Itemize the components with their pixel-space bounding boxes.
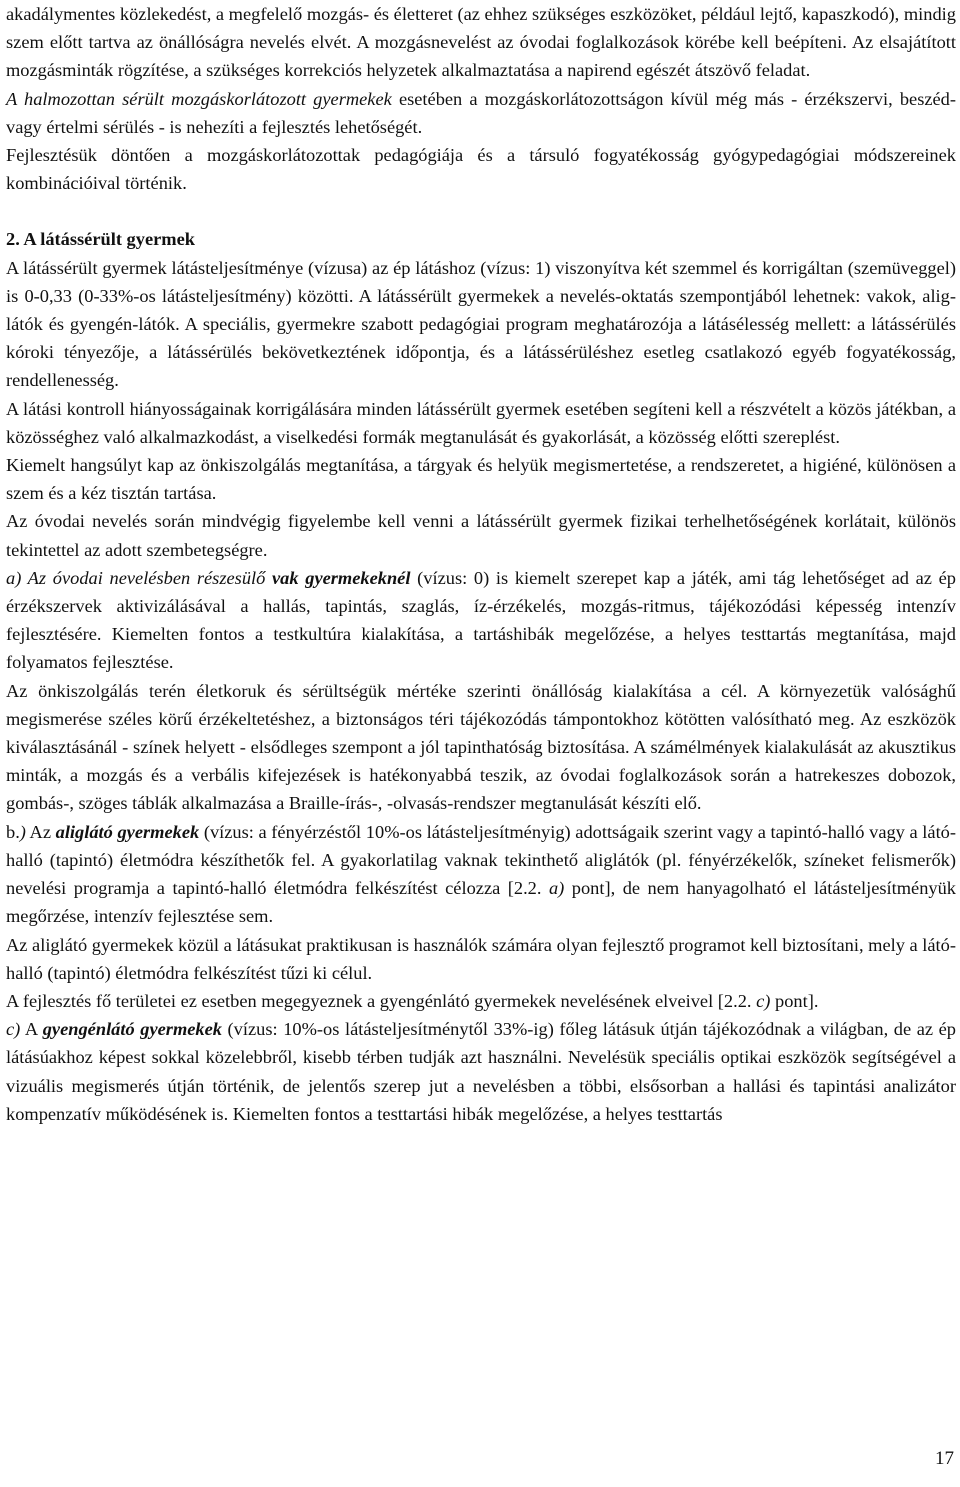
paragraph-text: A látási kontroll hiányosságainak korrigálására minden látássérült gyermek esetében segíteni kell a részvételt a közös játékban, a közösséghez való alkalmazkodást, a viselkedési formák megtanulását és gyakorlását, a közösség előtti szereplést.	[6, 398, 956, 447]
paragraph-text: pont], de nem hanyagolható el látásteljesítményük megőrzése, intenzív fejlesztése sem.	[6, 878, 956, 927]
paragraph-text: A látássérült gyermek látásteljesítménye (vízusa) az ép látáshoz (vízus: 1) viszonyítva két szemmel és korrigáltan (szemüveggel) is 0-0,33 (0-33%-os látásteljesítmény) közötti. A látássérült gyermekek a nevelés-oktatás szempontjából lehetnek: vakok, alig-látók és gyengén-látók. A speciális, gyermekre szabott pedagógiai program meghatározója a látásélesség mellett: a látássérülés kóroki tényezője, a látássérülés bekövetkeztének időpontja, és a látássérüléshez esetleg csatlakozó egyéb fogyatékosság, rendellenesség.	[6, 257, 956, 391]
paragraph-text: esetében a mozgáskorlátozottságon kívül még más - érzékszervi, beszéd- vagy értelmi sérülés - is nehezíti a fejlesztés lehetőségét.	[6, 88, 957, 137]
list-item-c	[6, 1015, 956, 1128]
paragraph-text: Az önkiszolgálás terén életkoruk és sérültségük mértéke szerinti önállóság kialakítása a cél. A környezetük valósághű megismerése széles körű érzékeltetéshez, a biztonságos téri tájékozódás támpontokhoz kötötten valósítható meg. Az eszközök kiválasztásánál - színek helyett - elsődleges szempont a jól tapinthatóság biztosítása. A számélmények kialakulását az akusztikus minták, a mozgás és a verbális kifejezések is hatékonyabbá teszik, az óvodai foglalkozások során a hatrekeszes dobozok, gombás-, szöges táblák alkalmazása a Braille-írás-, -olvasás-rendszer megtanulását készíti elő.	[6, 680, 956, 814]
bold-italic-phrase: aliglátó gyermekek	[55, 821, 200, 842]
reference: a)	[548, 878, 565, 899]
paragraph-text: pont].	[770, 990, 819, 1011]
paragraph	[6, 677, 956, 818]
bold-italic-phrase: gyengénlátó gyermekek	[42, 1019, 222, 1040]
paragraph	[6, 395, 956, 451]
paragraph-text: Az óvodai nevelés során mindvégig figyelembe kell venni a látássérült gyermek fizikai terhelhetőségének korlátait, különös tekintettel az adott szembetegségre.	[6, 511, 956, 560]
paragraph-text: Fejlesztésük döntően a mozgáskorlátozottak pedagógiája és a társuló fogyatékosság gyógypedagógiai módszereinek kombinációival történik.	[6, 145, 956, 194]
paragraph-text: (vízus: 0) is kiemelt szerepet kap a játék, ami tág lehetőséget ad az ép érzékszervek aktivizálásával a hallás, tapintás, szaglás, íz-érzékelés, mozgás-ritmus, tájékozódási képesség intenzív fejlesztésére. Kiemelten fontos a testkultúra kialakítása, a tartáshibák megelőzése, a helyes testtartás megtanítása, majd folyamatos fejlesztése.	[6, 567, 957, 673]
paragraph-text: Kiemelt hangsúlyt kap az önkiszolgálás megtanítása, a tárgyak és helyük megismertetése, a rendszeretet, a higiéné, különösen a szem és a kéz tisztán tartása.	[6, 455, 956, 504]
list-marker: b.	[6, 821, 20, 842]
page-number: 17	[935, 1448, 954, 1469]
list-marker: c)	[6, 1019, 21, 1040]
paragraph	[6, 141, 956, 197]
paragraph-text: akadálymentes közlekedést, a megfelelő mozgás- és életteret (az ehhez szükséges eszközöket, például lejtő, kapaszkodó), mindig szem előtt tartva az önállóságra nevelés elvét. A mozgásnevelést az óvodai foglalkozások körébe kell beépíteni. Az elsajátított mozgásminták rögzítése, a szükséges korrekciós helyzetek alkalmaztatása a napirend egészét átszövő feladat.	[6, 4, 956, 81]
paragraph	[6, 507, 956, 563]
italic-phrase: A halmozottan sérült mozgáskorlátozott gyermekek	[6, 88, 392, 109]
paragraph-text: Az	[25, 821, 56, 842]
paragraph	[6, 931, 956, 987]
list-marker: a)	[6, 567, 22, 588]
list-item-b	[6, 818, 956, 931]
paragraph-text: A	[20, 1019, 43, 1040]
paragraph-text: A fejlesztés fő területei ez esetben megegyeznek a gyengénlátó gyermekek nevelésének elveivel [2.2.	[6, 990, 757, 1011]
paragraph	[6, 254, 956, 395]
paragraph-text: (vízus: 10%-os látásteljesítménytől 33%-ig) főleg látásuk útján tájékozódnak a világban, de az ép látásúakhoz képest sokkal közelebbről, kisebb térben tudják azt használni. Nevelésük speciális optikai eszközök segítségével a vizuális megismerés útján történik, de jelentős szerep jut a nevelésben a többi, elsősorban a hallási és tapintási analizátor kompenzatív működésének is. Kiemelten fontos a testtartási hibák megelőzése, a helyes testtartás	[6, 1019, 956, 1124]
paragraph	[6, 85, 956, 141]
list-marker-paren: )	[19, 821, 26, 842]
bold-italic-phrase: vak gyermekeknél	[272, 567, 411, 588]
document-page	[6, 0, 956, 1128]
reference: c)	[756, 990, 771, 1011]
paragraph-text: Az aliglátó gyermekek közül a látásukat praktikusan is használók számára olyan fejlesztő programot kell biztosítani, mely a látó-halló (tapintó) életmódra felkészítést tűzi ki célul.	[6, 934, 956, 983]
section-heading: 2. A látássérült gyermek	[6, 229, 195, 250]
paragraph	[6, 451, 956, 507]
paragraph-text: (vízus: a fényérzéstől 10%-os látásteljesítményig) adottságaik szerint vagy a tapintó-halló vagy a látó-halló (tapintó) életmódra készíthetők fel. A gyakorlatilag vaknak tekinthető aliglátók (pl. fényérzékelők, színeket felismerők) nevelési programja a tapintó-halló életmódra felkészítést célozza [2.2.	[6, 821, 957, 899]
italic-phrase: Az óvodai nevelésben részesülő	[21, 567, 273, 588]
list-item-a	[6, 564, 956, 677]
paragraph	[6, 987, 956, 1015]
paragraph	[6, 0, 956, 85]
